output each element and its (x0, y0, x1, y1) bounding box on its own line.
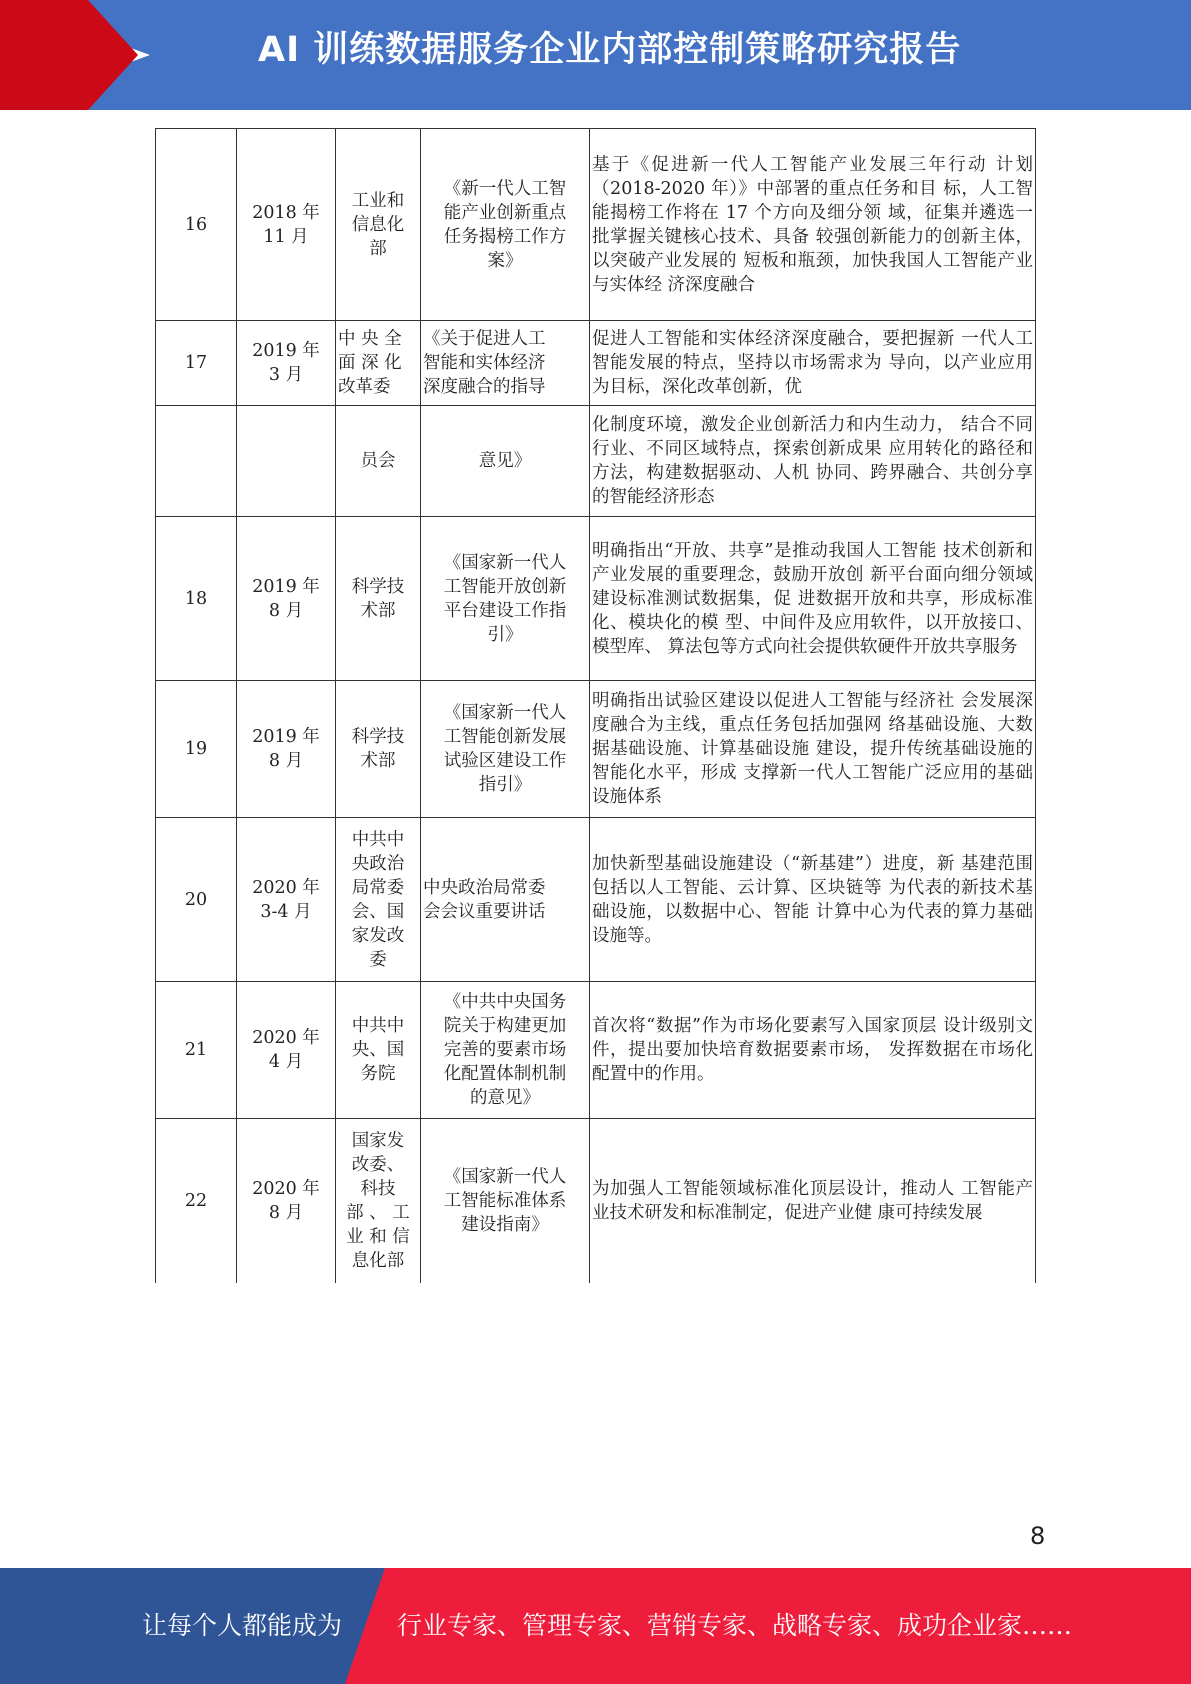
table-row (156, 1119, 1036, 1283)
row-description: 首次将“数据”作为市场化要素写入国家顶层 设计级别文件，提出要加快培育数据要素市场， 发挥数据在市场化配置中的作用。 (590, 982, 1036, 1119)
row-number: 20 (156, 818, 237, 982)
row-department: 科学技 术部 (336, 681, 421, 818)
row-policy-name: 《关于促进人工 智能和实体经济 深度融合的指导 (421, 321, 590, 406)
row-date (237, 406, 336, 517)
table-row (156, 681, 1036, 818)
report-title: AI 训练数据服务企业内部控制策略研究报告 (258, 30, 962, 70)
row-number: 16 (156, 129, 237, 321)
row-department: 员会 (336, 406, 421, 517)
row-department: 工业和 信息化 部 (336, 129, 421, 321)
footer-slogan-left: 让每个人都能成为 (142, 1611, 343, 1640)
table-row (156, 517, 1036, 681)
row-date: 2020 年 8 月 (237, 1119, 336, 1283)
row-date: 2020 年 3-4 月 (237, 818, 336, 982)
row-policy-name: 意见》 (421, 406, 590, 517)
row-policy-name: 中央政治局常委 会会议重要讲话 (421, 818, 590, 982)
row-description: 明确指出试验区建设以促进人工智能与经济社 会发展深度融合为主线，重点任务包括加强网 络基础设施、大数据基础设施、计算基础设施 建设，提升传统基础设施的智能化水平，形成 支撑新一代人工智能广泛应用的基础设施体系 (590, 681, 1036, 818)
row-department: 科学技 术部 (336, 517, 421, 681)
row-number (156, 406, 237, 517)
table-row (156, 129, 1036, 321)
row-date: 2018 年 11 月 (237, 129, 336, 321)
row-date: 2019 年 3 月 (237, 321, 336, 406)
row-description: 促进人工智能和实体经济深度融合，要把握新 一代人工智能发展的特点，坚持以市场需求为 导向，以产业应用为目标，深化改革创新，优 (590, 321, 1036, 406)
row-date: 2019 年 8 月 (237, 681, 336, 818)
page-header (0, 0, 1191, 110)
table-row (156, 982, 1036, 1119)
row-date: 2019 年 8 月 (237, 517, 336, 681)
row-department: 中共中 央、国 务院 (336, 982, 421, 1119)
row-department: 中 央 全 面 深 化 改革委 (336, 321, 421, 406)
page-number: 8 (1030, 1522, 1046, 1550)
table-row (156, 818, 1036, 982)
row-number: 19 (156, 681, 237, 818)
row-number: 22 (156, 1119, 237, 1283)
row-number: 21 (156, 982, 237, 1119)
row-policy-name: 《国家新一代人 工智能开放创新 平台建设工作指 引》 (421, 517, 590, 681)
policy-table (155, 128, 1036, 1283)
row-policy-name: 《国家新一代人 工智能标准体系 建设指南》 (421, 1119, 590, 1283)
row-department: 国家发 改委、 科技 部 、 工 业 和 信 息化部 (336, 1119, 421, 1283)
row-description: 明确指出“开放、共享”是推动我国人工智能 技术创新和产业发展的重要理念，鼓励开放创 新平台面向细分领域建设标准测试数据集，促 进数据开放和共享，形成标准化、模块化的模 型、中间件及应用软件，以开放接口、模型库、 算法包等方式向社会提供软硬件开放共享服务 (590, 517, 1036, 681)
row-description: 为加强人工智能领域标准化顶层设计，推动人 工智能产业技术研发和标准制定，促进产业健 康可持续发展 (590, 1119, 1036, 1283)
page-footer (0, 1568, 1191, 1684)
row-description: 加快新型基础设施建设（“新基建”）进度，新 基建范围包括以人工智能、云计算、区块链等 为代表的新技术基础设施，以数据中心、智能 计算中心为代表的算力基础设施等。 (590, 818, 1036, 982)
row-description: 化制度环境，激发企业创新活力和内生动力， 结合不同行业、不同区域特点，探索创新成果 应用转化的路径和方法，构建数据驱动、人机 协同、跨界融合、共创分享的智能经济形态 (590, 406, 1036, 517)
row-policy-name: 《新一代人工智 能产业创新重点 任务揭榜工作方 案》 (421, 129, 590, 321)
footer-slogan-right: 行业专家、管理专家、营销专家、战略专家、成功企业家…… (397, 1611, 1073, 1640)
row-number: 18 (156, 517, 237, 681)
table-row (156, 321, 1036, 406)
row-date: 2020 年 4 月 (237, 982, 336, 1119)
row-description: 基于《促进新一代人工智能产业发展三年行动 计划（2018-2020 年）》中部署的重点任务和目 标，人工智能揭榜工作将在 17 个方向及细分领 域，征集并遴选一批掌握关键核心技术、具备 较强创新能力的创新主体，以突破产业发展的 短板和瓶颈，加快我国人工智能产业与实体经 济深度融合 (590, 129, 1036, 321)
row-policy-name: 《中共中央国务 院关于构建更加 完善的要素市场 化配置体制机制 的意见》 (421, 982, 590, 1119)
row-policy-name: 《国家新一代人 工智能创新发展 试验区建设工作 指引》 (421, 681, 590, 818)
row-department: 中共中 央政治 局常委 会、国 家发改 委 (336, 818, 421, 982)
table-row (156, 406, 1036, 517)
row-number: 17 (156, 321, 237, 406)
